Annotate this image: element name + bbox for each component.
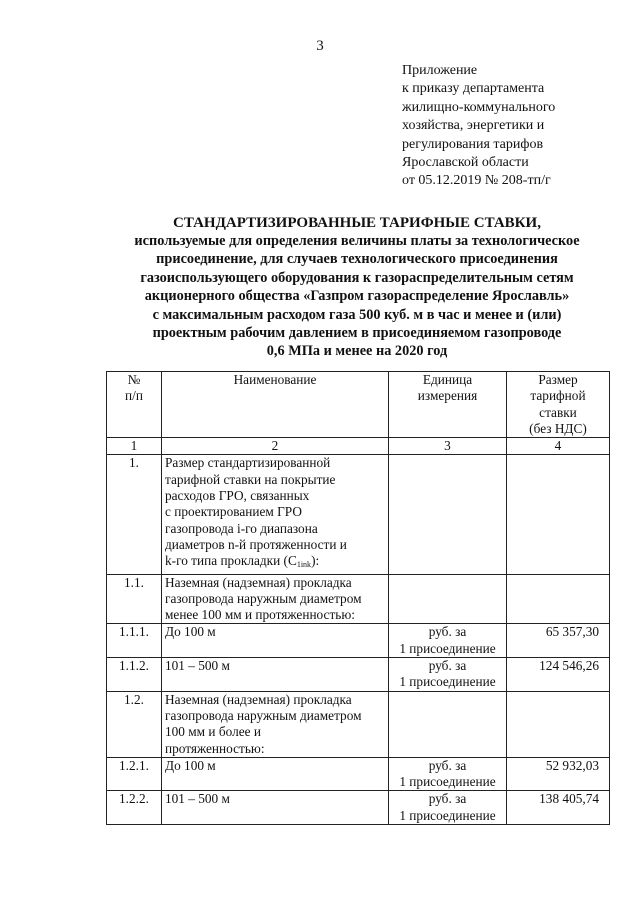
row-value — [507, 455, 610, 574]
approval-line: к приказу департамента — [402, 81, 545, 97]
approval-line: от 05.12.2019 № 208-тп/г — [402, 173, 551, 189]
row-name: Наземная (надземная) прокладка газопровода наружным диаметром 100 мм и более и протяженностью: — [162, 691, 389, 757]
table-row — [107, 691, 610, 757]
approval-line: Приложение — [402, 63, 478, 78]
row-unit: руб. за 1 присоединение — [389, 791, 507, 825]
row-number: 1.2.1. — [107, 757, 162, 791]
title-line: с максимальным расходом газа 500 куб. м в час и менее и (или) — [152, 306, 562, 323]
title-line: используемые для определения величины платы за технологическое — [134, 233, 580, 249]
column-index: 1 — [107, 438, 162, 455]
row-value: 65 357,30 — [507, 624, 610, 658]
row-number: 1.2. — [107, 691, 162, 757]
header-num: № п/п — [107, 372, 162, 438]
approval-block — [402, 62, 632, 191]
table-row — [107, 757, 610, 791]
row-value: 138 405,74 — [507, 791, 610, 825]
header-unit: Единица измерения — [389, 372, 507, 438]
title-main: СТАНДАРТИЗИРОВАННЫЕ ТАРИФНЫЕ СТАВКИ, — [173, 215, 541, 231]
row-number: 1.1.1. — [107, 624, 162, 658]
row-unit — [389, 691, 507, 757]
title-line: присоединение, для случаев технологического присоединения — [156, 251, 558, 268]
row-name: До 100 м — [162, 757, 389, 791]
table-row — [107, 658, 610, 692]
header-name: Наименование — [162, 372, 389, 438]
row-value — [507, 691, 610, 757]
column-index: 4 — [507, 438, 610, 455]
row-value: 52 932,03 — [507, 757, 610, 791]
document-title — [92, 214, 622, 361]
row-name: Размер стандартизированной тарифной ставки на покрытие расходов ГРО, связанных с проектированием ГРО газопровода i-го диапазона диаметров n-й протяженности и k-го типа прокладки (С1ink): — [162, 455, 389, 574]
table-row — [107, 574, 610, 624]
table-row — [107, 791, 610, 825]
table-row — [107, 624, 610, 658]
row-unit: руб. за 1 присоединение — [389, 658, 507, 692]
tariff-rates-table — [106, 371, 610, 825]
title-line: 0,6 МПа и менее на 2020 год — [266, 343, 448, 360]
row-number: 1.1. — [107, 574, 162, 624]
formula-line: k-го типа прокладки (С1ink): — [165, 553, 320, 570]
table-row — [107, 455, 610, 574]
header-rate: Размер тарифной ставки (без НДС) — [507, 372, 610, 438]
row-number: 1.2.2. — [107, 791, 162, 825]
row-name: 101 – 500 м — [162, 658, 389, 692]
row-unit — [389, 574, 507, 624]
row-number: 1. — [107, 455, 162, 574]
row-number: 1.1.2. — [107, 658, 162, 692]
column-index-row — [107, 438, 610, 455]
row-unit — [389, 455, 507, 574]
title-line: проектным рабочим давлением в присоединяемом газопроводе — [152, 325, 562, 342]
table-header-row — [107, 372, 610, 438]
row-unit: руб. за 1 присоединение — [389, 757, 507, 791]
column-index: 2 — [162, 438, 389, 455]
approval-line: жилищно-коммунального — [402, 99, 556, 115]
approval-line: Ярославской области — [402, 155, 529, 171]
title-line: акционерного общества «Газпром газораспределение Ярославль» — [144, 288, 570, 305]
column-index: 3 — [389, 438, 507, 455]
row-value: 124 546,26 — [507, 658, 610, 692]
row-name: 101 – 500 м — [162, 791, 389, 825]
row-name: До 100 м — [162, 624, 389, 658]
title-subtitle — [92, 232, 622, 361]
row-unit: руб. за 1 присоединение — [389, 624, 507, 658]
row-name: Наземная (надземная) прокладка газопровода наружным диаметром менее 100 мм и протяженностью: — [162, 574, 389, 624]
approval-line: хозяйства, энергетики и — [402, 118, 545, 134]
title-line: газоиспользующего оборудования к газораспределительным сетям — [140, 269, 574, 286]
approval-line: регулирования тарифов — [402, 136, 544, 152]
row-value — [507, 574, 610, 624]
page-number: 3 — [316, 38, 324, 54]
